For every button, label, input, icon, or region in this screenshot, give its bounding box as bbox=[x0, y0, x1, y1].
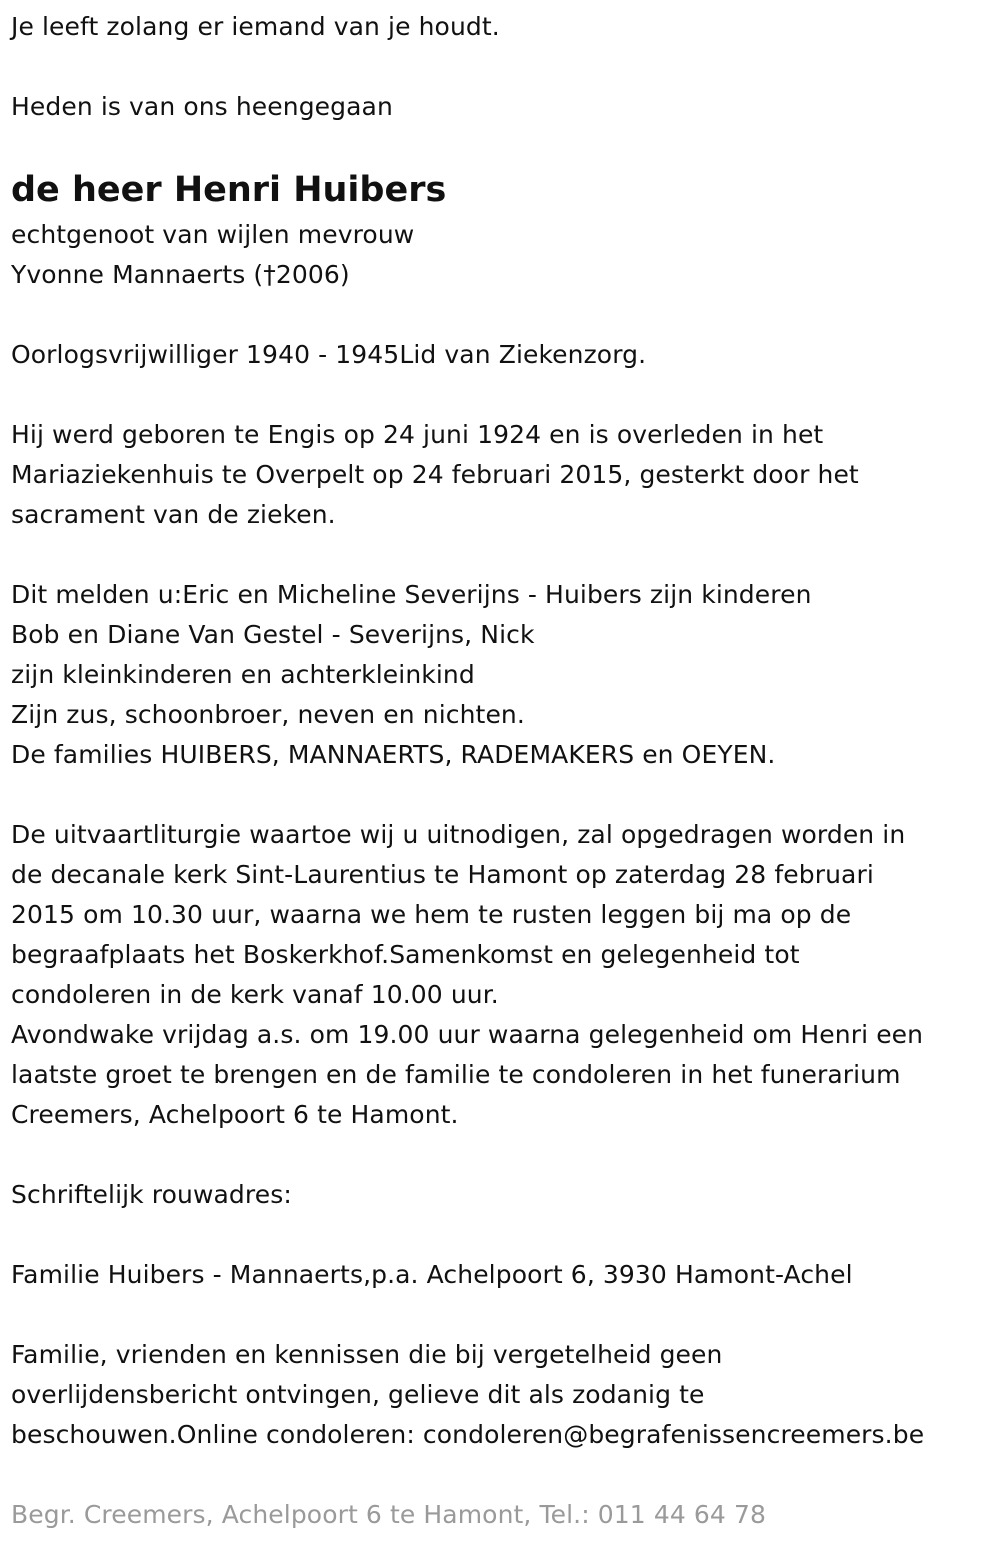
spacer bbox=[11, 127, 996, 167]
announcement: Heden is van ons heengegaan bbox=[11, 92, 393, 121]
funeral-line: Creemers, Achelpoort 6 te Hamont. bbox=[11, 1100, 459, 1129]
obituary-notice bbox=[11, 7, 996, 1535]
birth-death-line: sacrament van de zieken. bbox=[11, 500, 336, 529]
spacer bbox=[11, 1215, 996, 1255]
spacer bbox=[11, 535, 996, 575]
closing-line: overlijdensbericht ontvingen, gelieve dit als zodanig te bbox=[11, 1380, 705, 1409]
spacer bbox=[11, 47, 996, 87]
spouse-name: Yvonne Mannaerts ( bbox=[11, 260, 264, 289]
spouse-death-year: 2006) bbox=[275, 260, 350, 289]
spacer bbox=[11, 1135, 996, 1175]
funeral-line: De uitvaartliturgie waartoe wij u uitnodigen, zal opgedragen worden in bbox=[11, 820, 906, 849]
spacer bbox=[11, 1295, 996, 1335]
opening-quote: Je leeft zolang er iemand van je houdt. bbox=[11, 12, 500, 41]
funeral-line: condoleren in de kerk vanaf 10.00 uur. bbox=[11, 980, 499, 1009]
funeral-line: begraafplaats het Boskerkhof.Samenkomst en gelegenheid tot bbox=[11, 940, 800, 969]
spouse-line: echtgenoot van wijlen mevrouw bbox=[11, 220, 415, 249]
spacer bbox=[11, 1455, 996, 1495]
funeral-line: 2015 om 10.30 uur, waarna we hem te rusten leggen bij ma op de bbox=[11, 900, 852, 929]
funeral-line: laatste groet te brengen en de familie te condoleren in het funerarium bbox=[11, 1060, 901, 1089]
birth-death-line: Hij werd geboren te Engis op 24 juni 1924 en is overleden in het bbox=[11, 420, 824, 449]
spacer bbox=[11, 375, 996, 415]
funeral-line: Avondwake vrijdag a.s. om 19.00 uur waarna gelegenheid om Henri een bbox=[11, 1020, 924, 1049]
family-line: zijn kleinkinderen en achterkleinkind bbox=[11, 660, 475, 689]
family-line: De families HUIBERS, MANNAERTS, RADEMAKERS en OEYEN. bbox=[11, 740, 776, 769]
family-line: Dit melden u:Eric en Micheline Severijns - Huibers zijn kinderen bbox=[11, 580, 812, 609]
address-label: Schriftelijk rouwadres: bbox=[11, 1180, 292, 1209]
birth-death-line: Mariaziekenhuis te Overpelt op 24 februari 2015, gesterkt door het bbox=[11, 460, 859, 489]
address-value: Familie Huibers - Mannaerts,p.a. Achelpoort 6, 3930 Hamont-Achel bbox=[11, 1260, 853, 1289]
deceased-name: de heer Henri Huibers bbox=[11, 170, 447, 210]
family-line: Zijn zus, schoonbroer, neven en nichten. bbox=[11, 700, 525, 729]
closing-line-email: beschouwen.Online condoleren: condoleren@begrafenissencreemers.be bbox=[11, 1420, 925, 1449]
funeral-home-footer: Begr. Creemers, Achelpoort 6 te Hamont, Tel.: 011 44 64 78 bbox=[11, 1500, 766, 1529]
spacer bbox=[11, 775, 996, 815]
family-line: Bob en Diane Van Gestel - Severijns, Nick bbox=[11, 620, 535, 649]
cross-icon: † bbox=[263, 260, 276, 289]
spacer bbox=[11, 295, 996, 335]
closing-line: Familie, vrienden en kennissen die bij vergetelheid geen bbox=[11, 1340, 723, 1369]
funeral-line: de decanale kerk Sint-Laurentius te Hamont op zaterdag 28 februari bbox=[11, 860, 874, 889]
service-line: Oorlogsvrijwilliger 1940 - 1945Lid van Ziekenzorg. bbox=[11, 340, 647, 369]
spouse-name-line bbox=[11, 255, 996, 295]
